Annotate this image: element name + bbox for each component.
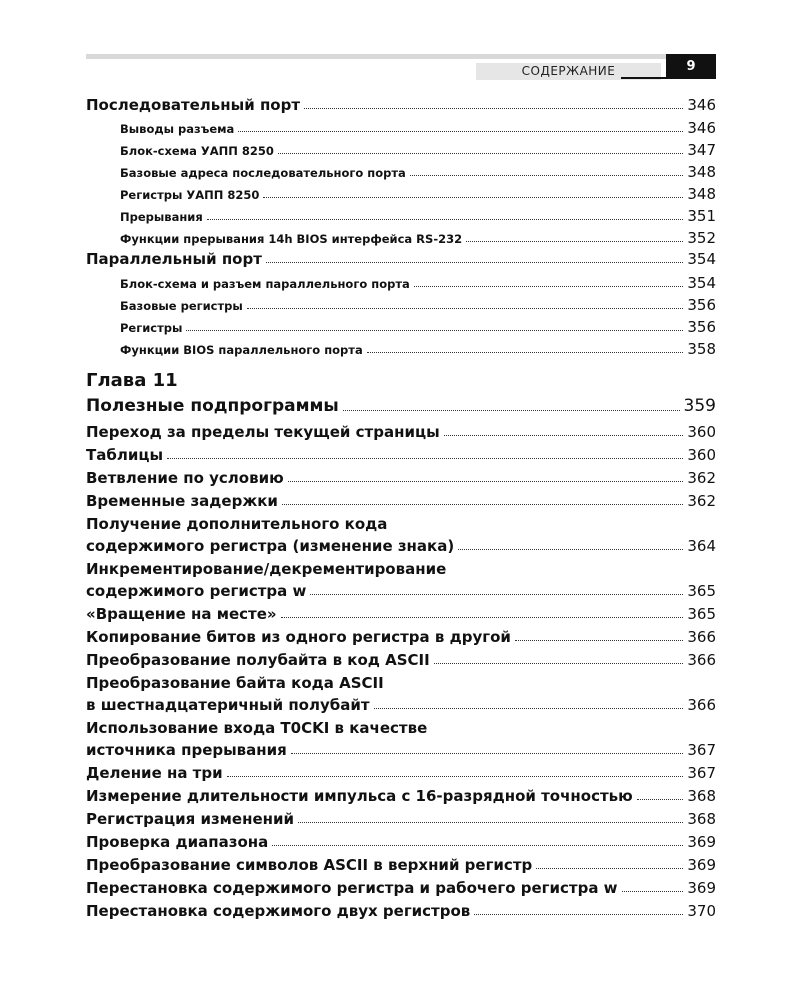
toc-entry: Перестановка содержимого двух регистров 370	[86, 902, 716, 920]
toc-entry-line1: Использование входа T0CKI в качестве	[86, 719, 428, 737]
toc-entry: Прерывания 351	[120, 207, 716, 225]
toc-entry: Последовательный порт 346	[86, 96, 716, 114]
chapter-title: Глава 11	[86, 370, 178, 391]
toc-entry: Таблицы 360	[86, 446, 716, 464]
page-number: 9	[666, 54, 716, 79]
toc-entry: «Вращение на месте» 365	[86, 605, 716, 623]
toc-entry: Блок-схема УАПП 8250 347	[120, 141, 716, 159]
toc-entry: Ветвление по условию 362	[86, 469, 716, 487]
toc-entry: содержимого регистра w 365	[86, 582, 716, 600]
toc-entry: Параллельный порт 354	[86, 250, 716, 268]
toc-entry: Выводы разъема 346	[120, 119, 716, 137]
toc-entry: Измерение длительности импульса с 16-разрядной точностью 368	[86, 787, 716, 805]
toc-entry: содержимого регистра (изменение знака) 364	[86, 537, 716, 555]
toc-entry: Функции BIOS параллельного порта 358	[120, 340, 716, 358]
toc-entry: Регистры 356	[120, 318, 716, 336]
toc-entry: Функции прерывания 14h BIOS интерфейса RS-232 352	[120, 229, 716, 247]
toc-entry: Преобразование полубайта в код ASCII 366	[86, 651, 716, 669]
toc-entry: Перестановка содержимого регистра и рабочего регистра w 369	[86, 879, 716, 897]
toc-entry: Проверка диапазона 369	[86, 833, 716, 851]
toc-entry: Преобразование символов ASCII в верхний регистр 369	[86, 856, 716, 874]
toc-entry: Регистрация изменений 368	[86, 810, 716, 828]
toc-entry: Базовые регистры 356	[120, 296, 716, 314]
header-rule	[86, 54, 716, 59]
toc-entry: Базовые адреса последовательного порта 348	[120, 163, 716, 181]
toc-entry: Деление на три 367	[86, 764, 716, 782]
toc-entry: Блок-схема и разъем параллельного порта 354	[120, 274, 716, 292]
toc-entry: Временные задержки 362	[86, 492, 716, 510]
toc-entry: Полезные подпрограммы 359	[86, 396, 716, 416]
toc-entry: источника прерывания 367	[86, 741, 716, 759]
page-header	[86, 54, 716, 80]
toc-entry-line1: Преобразование байта кода ASCII	[86, 674, 384, 692]
section-title: СОДЕРЖАНИЕ	[476, 63, 661, 80]
toc-entry: Переход за пределы текущей страницы 360	[86, 423, 716, 441]
toc-entry: Регистры УАПП 8250 348	[120, 185, 716, 203]
toc-entry-line1: Инкрементирование/декрементирование	[86, 560, 447, 578]
toc-entry-line1: Получение дополнительного кода	[86, 515, 388, 533]
toc-entry: Копирование битов из одного регистра в другой 366	[86, 628, 716, 646]
toc-entry: в шестнадцатеричный полубайт 366	[86, 696, 716, 714]
